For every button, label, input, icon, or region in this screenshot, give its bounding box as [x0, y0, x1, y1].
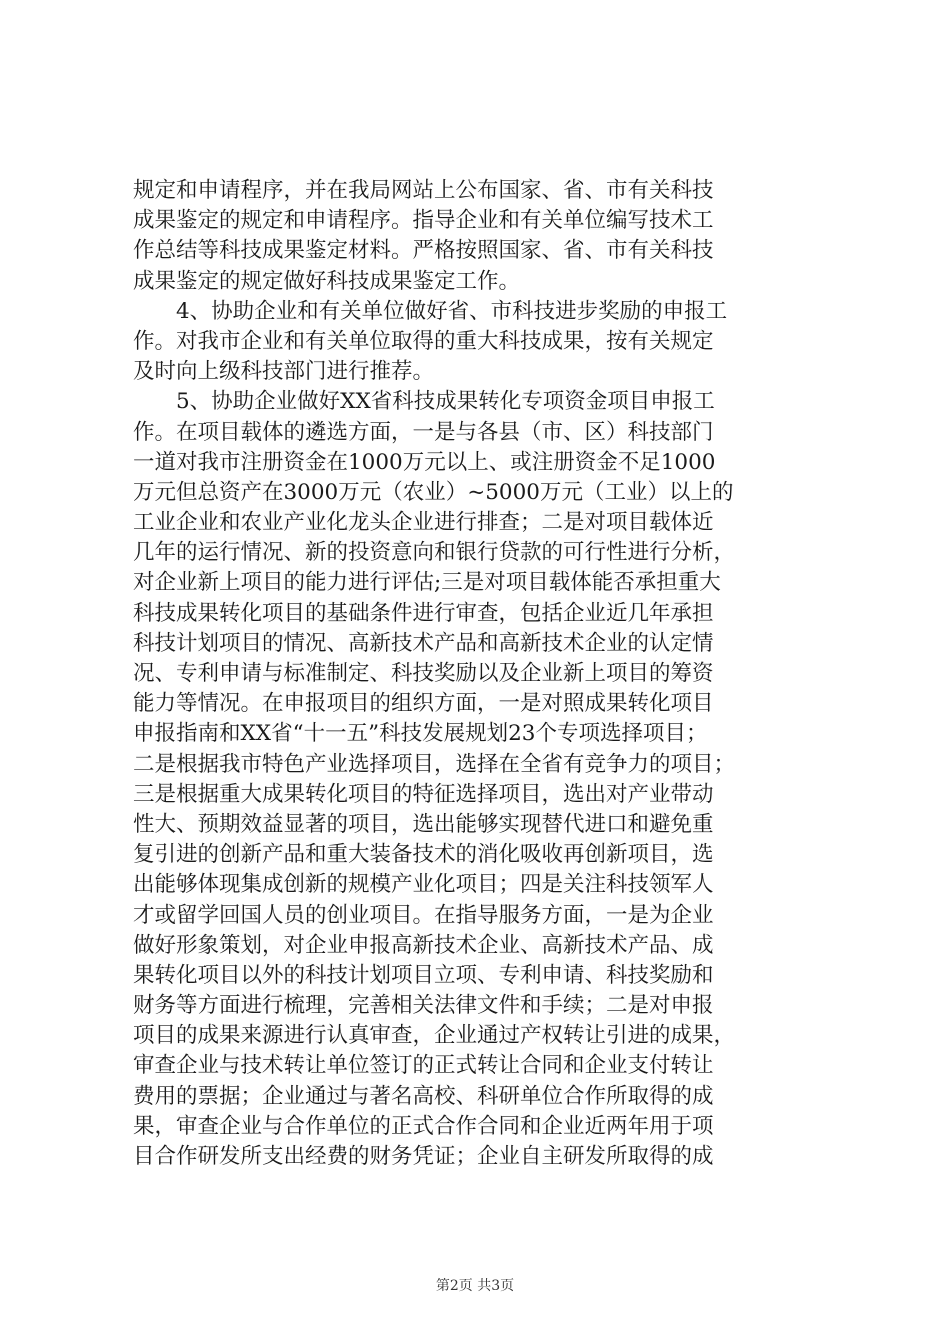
body-text: [133, 176, 833, 1172]
text-line: 才或留学回国人员的创业项目。在指导服务方面，一是为企业: [133, 902, 714, 928]
text-line: 复引进的创新产品和重大装备技术的消化吸收再创新项目，选: [133, 842, 714, 868]
text-line: 作。在项目载体的遴选方面，一是与各县（市、区）科技部门: [133, 419, 714, 445]
text-line: 出能够体现集成创新的规模产业化项目；四是关注科技领军人: [133, 872, 714, 898]
text-line: 能力等情况。在申报项目的组织方面，一是对照成果转化项目: [133, 691, 714, 717]
text-line: 及时向上级科技部门进行推荐。: [133, 359, 435, 385]
text-line: 成果鉴定的规定和申请程序。指导企业和有关单位编写技术工: [133, 208, 714, 234]
text-line: 果，审查企业与合作单位的正式合作合同和企业近两年用于项: [133, 1113, 714, 1139]
text-line: 做好形象策划，对企业申报高新技术企业、高新技术产品、成: [133, 932, 714, 958]
text-line: 二是根据我市特色产业选择项目，选择在全省有竞争力的项目；: [133, 751, 736, 777]
text-line: 几年的运行情况、新的投资意向和银行贷款的可行性进行分析，: [133, 540, 736, 566]
text-line: 工业企业和农业产业化龙头企业进行排查；二是对项目载体近: [133, 510, 714, 536]
text-line: 性大、预期效益显著的项目，选出能够实现替代进口和避免重: [133, 811, 714, 837]
text-line: 财务等方面进行梳理，完善相关法律文件和手续；二是对申报: [133, 993, 714, 1019]
text-line: 果转化项目以外的科技计划项目立项、专利申请、科技奖励和: [133, 962, 714, 988]
text-line: 作总结等科技成果鉴定材料。严格按照国家、省、市有关科技: [133, 238, 714, 264]
text-line: 况、专利申请与标准制定、科技奖励以及企业新上项目的筹资: [133, 661, 714, 686]
text-line: 万元但总资产在3000万元（农业）~5000万元（工业）以上的: [133, 479, 734, 505]
text-line: 审查企业与技术转让单位签订的正式转让合同和企业支付转让: [133, 1053, 714, 1079]
text-line: 目合作研发所支出经费的财务凭证；企业自主研发所取得的成: [133, 1144, 714, 1169]
text-line: 规定和申请程序，并在我局网站上公布国家、省、市有关科技: [133, 178, 714, 203]
text-line: 5、协助企业做好XX省科技成果转化专项资金项目申报工: [133, 389, 715, 415]
text-line: 项目的成果来源进行认真审查，企业通过产权转让引进的成果，: [133, 1023, 736, 1049]
text-line: 一道对我市注册资金在1000万元以上、或注册资金不足1000: [133, 449, 716, 475]
text-line: 4、协助企业和有关单位做好省、市科技进步奖励的申报工: [133, 298, 728, 324]
text-line: 科技计划项目的情况、高新技术产品和高新技术企业的认定情: [133, 630, 714, 656]
text-line: 科技成果转化项目的基础条件进行审查，包括企业近几年承担: [133, 600, 714, 626]
text-line: 申报指南和XX省“十一五”科技发展规划23个专项选择项目；: [133, 721, 708, 747]
text-line: 成果鉴定的规定做好科技成果鉴定工作。: [133, 268, 521, 294]
text-line: 对企业新上项目的能力进行评估;三是对项目载体能否承担重大: [133, 570, 721, 596]
text-line: 作。对我市企业和有关单位取得的重大科技成果，按有关规定: [133, 328, 714, 354]
text-line: 三是根据重大成果转化项目的特征选择项目，选出对产业带动: [133, 781, 714, 807]
page-footer: 第2页 共3页: [435, 1278, 515, 1294]
text-line: 费用的票据；企业通过与著名高校、科研单位合作所取得的成: [133, 1083, 714, 1109]
